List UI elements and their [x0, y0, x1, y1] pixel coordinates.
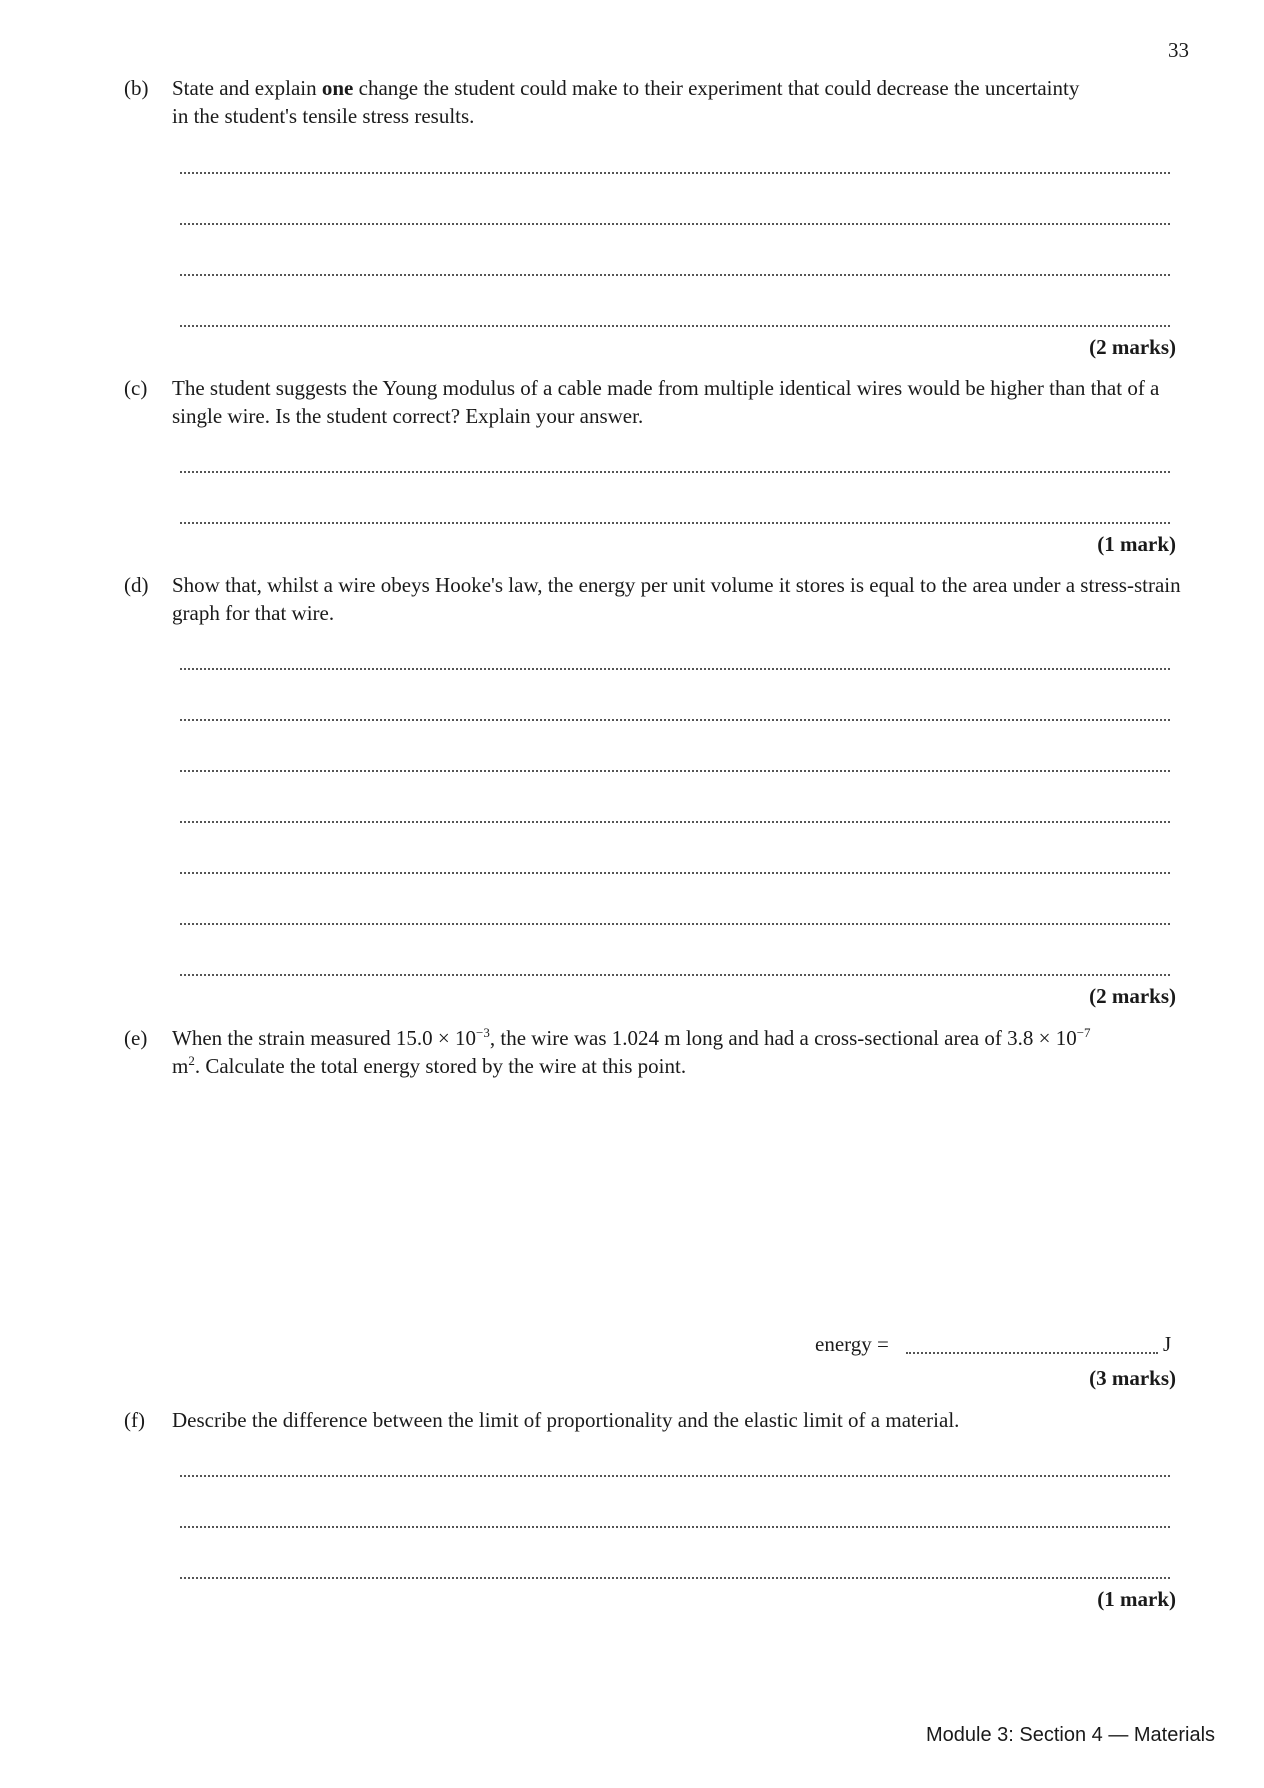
question-c-text: The student suggests the Young modulus of a cable made from multiple identical wires would be higher than that of a single wire. Is the student correct? Explain your answer. [172, 376, 1160, 428]
question-e-label: (e) [124, 1026, 148, 1050]
question-d-label: (d) [124, 573, 149, 597]
page-number: 33 [1168, 38, 1189, 62]
question-d-text: Show that, whilst a wire obeys Hooke's law, the energy per unit volume it stores is equal to the area under a stress-strain graph for that wire. [172, 573, 1181, 625]
question-e-marks: (3 marks) [1089, 1366, 1176, 1390]
answer-line-d-2[interactable] [180, 719, 1170, 721]
question-e-text-4: . Calculate the total energy stored by the wire at this point. [194, 1054, 687, 1078]
question-e-exp-2: −7 [1076, 1025, 1091, 1040]
answer-line-f-2[interactable] [180, 1526, 1170, 1528]
question-d-marks: (2 marks) [1089, 984, 1176, 1008]
question-e-exp-3: 2 [188, 1053, 195, 1068]
question-b-text [172, 74, 1092, 130]
answer-line-d-5[interactable] [180, 872, 1170, 874]
question-f-marks: (1 mark) [1097, 1587, 1176, 1611]
answer-line-d-7[interactable] [180, 974, 1170, 976]
page-footer: Module 3: Section 4 — Materials [926, 1724, 1216, 1746]
answer-line-b-2[interactable] [180, 223, 1170, 225]
question-e-exp-1: −3 [476, 1025, 490, 1040]
answer-line-f-1[interactable] [180, 1475, 1170, 1477]
question-c-marks: (1 mark) [1097, 532, 1176, 556]
energy-answer-unit: J [1163, 1332, 1172, 1356]
energy-answer-line[interactable] [906, 1352, 1158, 1354]
question-f-text: Describe the difference between the limit of proportionality and the elastic limit of a material. [172, 1408, 960, 1432]
answer-line-b-4[interactable] [180, 325, 1170, 327]
question-b-label: (b) [124, 76, 149, 100]
answer-line-d-3[interactable] [180, 770, 1170, 772]
question-b-marks: (2 marks) [1089, 335, 1176, 359]
question-e-text [172, 1024, 1112, 1080]
answer-line-c-1[interactable] [180, 471, 1170, 473]
question-f-label: (f) [124, 1408, 145, 1432]
question-b-bold: one [321, 76, 354, 100]
answer-line-f-3[interactable] [180, 1577, 1170, 1579]
question-e-text-3: m [172, 1054, 189, 1078]
question-e-text-1: When the strain measured 15.0 × 10 [172, 1026, 477, 1050]
answer-line-d-1[interactable] [180, 668, 1170, 670]
answer-line-d-4[interactable] [180, 821, 1170, 823]
question-e-text-2: , the wire was 1.024 m long and had a cross-sectional area of 3.8 × 10 [489, 1026, 1077, 1050]
answer-line-c-2[interactable] [180, 522, 1170, 524]
energy-answer-label: energy = [815, 1332, 889, 1356]
question-b-text-c: change the student could make to their experiment that could decrease the uncertainty in the student's tensile stress results. [172, 76, 1080, 128]
question-b-text-a: State and explain [172, 76, 322, 100]
question-c-label: (c) [124, 376, 148, 400]
answer-line-b-3[interactable] [180, 274, 1170, 276]
answer-line-d-6[interactable] [180, 923, 1170, 925]
answer-line-b-1[interactable] [180, 172, 1170, 174]
